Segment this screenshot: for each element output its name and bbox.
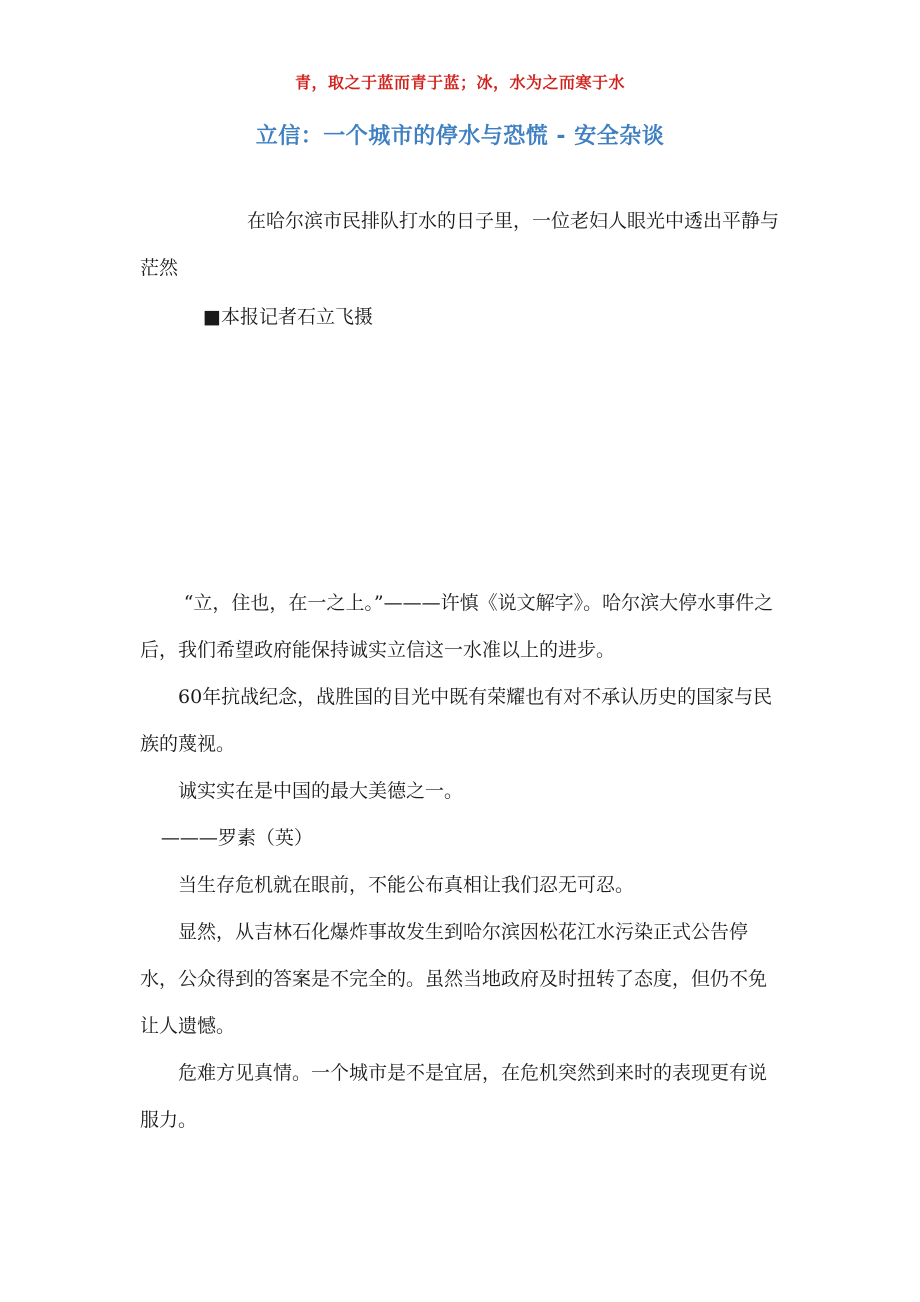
article-paragraph: 60年抗战纪念，战胜国的目光中既有荣耀也有对不承认历史的国家与民族的蔑视。 [140,686,773,755]
quote-attribution: ———罗素（英） [160,827,313,849]
article-paragraph: 诚实实在是中国的最大美德之一。 [178,780,464,802]
photo-caption: 在哈尔滨市民排队打水的日子里，一位老妇人眼光中透出平静与茫然 [140,210,780,279]
article-paragraph: “立，住也，在一之上。”———许慎《说文解字》。哈尔滨大停水事件之后，我们希望政府能保持诚实立信这一水准以上的进步。 [140,592,774,661]
article-paragraph: 危难方见真情。一个城市是不是宜居，在危机突然到来时的表现更有说服力。 [140,1062,768,1131]
article-paragraph: 当生存危机就在眼前，不能公布真相让我们忍无可忍。 [178,874,635,896]
photo-credit: ■本报记者石立飞摄 [203,306,373,328]
article-title: 立信：一个城市的停水与恐慌 - 安全杂谈 [255,124,665,149]
article-body [140,580,782,1144]
header-motto: 青，取之于蓝而青于蓝；冰，水为之而寒于水 [294,73,625,92]
article-paragraph: 显然，从吉林石化爆炸事故发生到哈尔滨因松花江水污染正式公告停水，公众得到的答案是不完全的。虽然当地政府及时扭转了态度，但仍不免让人遗憾。 [140,921,768,1037]
